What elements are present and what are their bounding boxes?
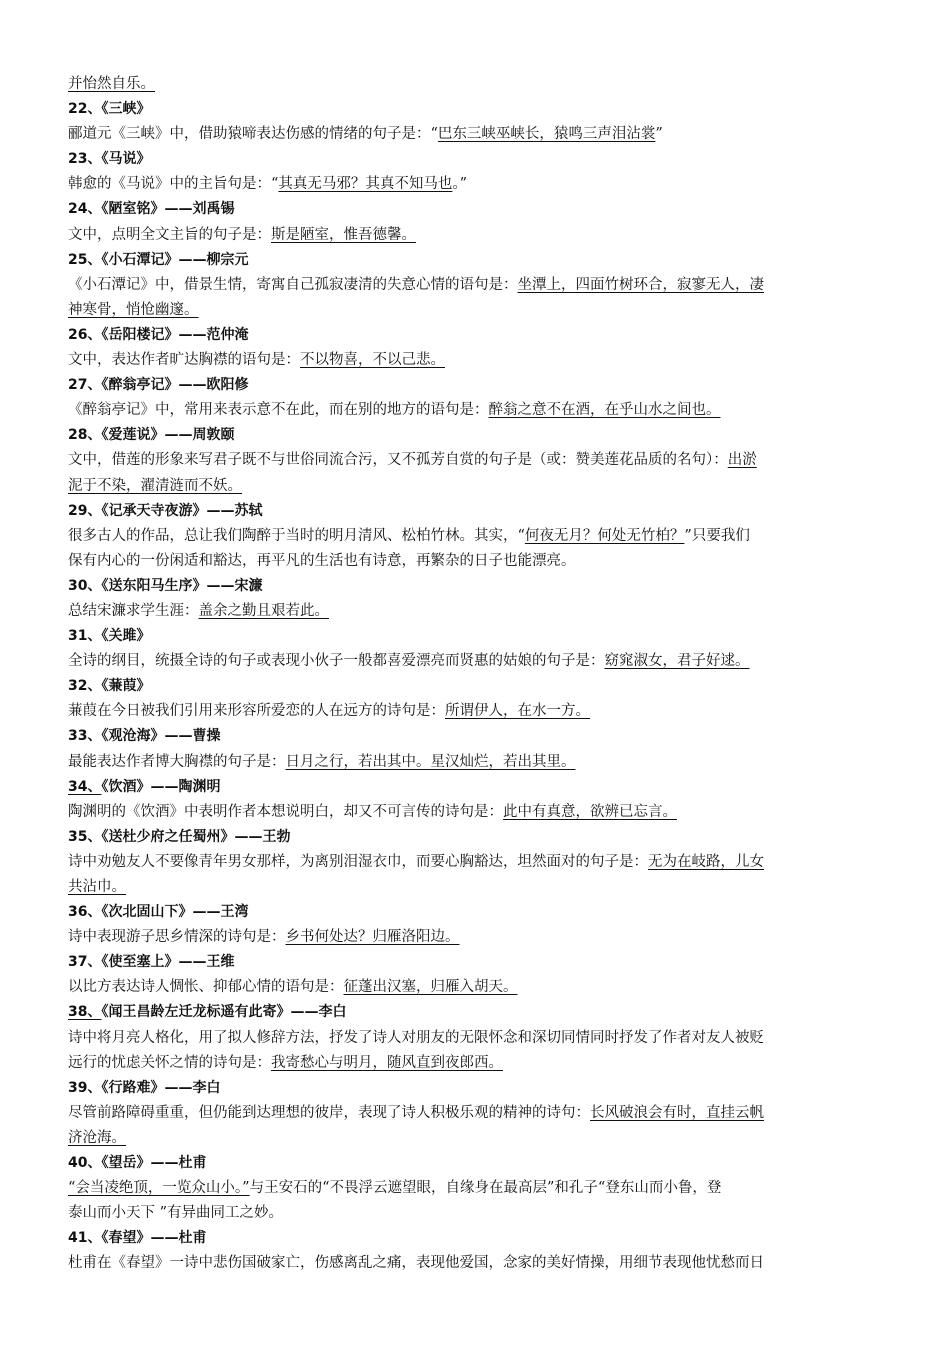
line-text: 很多古人的作品，总让我们陶醉于当时的明月清风、松柏竹林。其实，“ (68, 527, 525, 544)
underlined-quote: 34、 (68, 778, 102, 795)
text-line (68, 1101, 884, 1126)
underlined-quote: 38、 (68, 1004, 102, 1021)
text-line (68, 122, 884, 147)
underlined-quote: 无为在岐路，儿女 (648, 853, 764, 870)
line-text: 尽管前路障碍重重，但仍能到达理想的彼岸，表现了诗人积极乐观的精神的诗句： (68, 1104, 590, 1121)
heading-text: 39、《行路难》——李白 (68, 1079, 221, 1096)
heading-text: 40、《望岳》——杜甫 (68, 1155, 207, 1172)
text-line (68, 750, 884, 775)
heading-text: 28、《爱莲说》——周敦颐 (68, 427, 235, 444)
heading-text: 37、《使至塞上》——王维 (68, 954, 235, 971)
underlined-quote: 我寄愁心与明月，随风直到夜郎西。 (271, 1054, 503, 1071)
heading-text: 《闻王昌龄左迁龙标遥有此寄》——李白 (101, 1004, 347, 1021)
text-line (68, 348, 884, 373)
text-line (68, 1176, 884, 1201)
line-text: 文中，借莲的形象来写君子既不与世俗同流合污，又不孤芳自赏的句子是（或：赞美莲花品质的名句）： (68, 452, 728, 469)
underlined-quote: 神寒骨，悄怆幽邃。 (68, 301, 199, 318)
text-line (68, 172, 884, 197)
underlined-quote: 窈窕淑女，君子好逑。 (604, 653, 750, 670)
line-text: 诗中劝勉友人不要像青年男女那样，为离别泪湿衣巾，而要心胸豁达，坦然面对的句子是： (68, 853, 648, 870)
underlined-quote: 坐潭上，四面竹树环合，寂寥无人，凄 (517, 276, 764, 293)
section-heading (68, 900, 884, 925)
underlined-quote: 共沾巾。 (68, 879, 126, 895)
underlined-quote: 巴东三峡巫峡长，猿鸣三声泪沾裳 (437, 126, 656, 143)
line-text: 最能表达作者博大胸襟的句子是： (68, 753, 286, 770)
underlined-quote: 并怡然自乐。 (68, 76, 155, 92)
text-line (68, 649, 884, 674)
heading-text: 30、《送东阳马生序》——宋濂 (68, 577, 263, 594)
document-page (68, 72, 884, 1277)
heading-text: 32、《蒹葭》 (68, 678, 151, 695)
text-line (68, 800, 884, 825)
line-text: 诗中将月亮人格化，用了拟人修辞方法，抒发了诗人对朋友的无限怀念和深切同情同时抒发了作者对友人被贬 (68, 1029, 764, 1046)
text-line (68, 599, 884, 624)
underlined-quote: “会当凌绝顶，一览众山小。” (68, 1180, 250, 1197)
line-text: 《小石潭记》中，借景生情，寄寓自己孤寂凄清的失意心情的语句是： (68, 276, 518, 293)
line-text: 以比方表达诗人惆怅、抑郁心情的语句是： (68, 979, 344, 996)
text-line (68, 1051, 884, 1076)
underlined-quote: 其真无马邪？其真不知马也 (278, 176, 453, 193)
underlined-quote: 斯是陋室，惟吾德馨。 (271, 226, 416, 243)
underlined-quote: 此中有真意，欲辨已忘言。 (503, 803, 677, 820)
underlined-quote: 盖余之勤且艰若此。 (198, 602, 329, 619)
line-text: 文中，表达作者旷达胸襟的语句是： (68, 352, 300, 369)
text-line (68, 1026, 884, 1051)
line-text: 韩愈的《马说》中的主旨句是：“ (68, 176, 279, 193)
section-heading (68, 674, 884, 699)
text-line (68, 1251, 884, 1276)
section-heading (68, 574, 884, 599)
text-line (68, 925, 884, 950)
line-text: 。” (452, 176, 468, 193)
section-heading (68, 373, 884, 398)
line-text: 《醉翁亭记》中，常用来表示意不在此，而在别的地方的语句是： (68, 402, 489, 419)
line-text: 保有内心的一份闲适和豁达，再平凡的生活也有诗意，再繁杂的日子也能漂亮。 (68, 552, 576, 569)
text-line (68, 398, 884, 423)
text-line (68, 223, 884, 248)
line-text: 与王安石的“不畏浮云遮望眼，自缘身在最高层”和孔子“登东山而小鲁，登 (249, 1180, 722, 1197)
text-line (68, 448, 884, 473)
section-heading (68, 950, 884, 975)
section-heading (68, 825, 884, 850)
section-heading (68, 147, 884, 172)
text-line (68, 699, 884, 724)
text-line (68, 975, 884, 1000)
section-heading (68, 1151, 884, 1176)
line-text: 诗中表现游子思乡情深的诗句是： (68, 929, 286, 946)
underlined-quote: 长风破浪会有时，直挂云帆 (590, 1104, 764, 1121)
line-text: 泰山而小天下 ”有异曲同工之妙。 (68, 1205, 284, 1222)
section-heading (68, 323, 884, 348)
section-heading (68, 248, 884, 273)
section-heading (68, 1226, 884, 1251)
section-heading (68, 423, 884, 448)
underlined-quote: 出淤 (727, 452, 757, 469)
underlined-quote: 何夜无月？何处无竹柏？ (524, 527, 685, 544)
text-line (68, 474, 884, 499)
heading-text: 31、《关雎》 (68, 628, 151, 645)
text-line (68, 273, 884, 298)
line-text: 总结宋濂求学生涯： (68, 602, 199, 619)
text-line (68, 850, 884, 875)
underlined-quote: 乡书何处达？归雁洛阳边。 (285, 929, 460, 946)
line-text: 郦道元《三峡》中，借助猿啼表达伤感的情绪的句子是：“ (68, 126, 438, 143)
underlined-quote: 泥于不染，濯清涟而不妖。 (68, 477, 242, 494)
heading-text: 36、《次北固山下》——王湾 (68, 904, 249, 921)
underlined-quote: 济沧海。 (68, 1129, 126, 1146)
text-line (68, 72, 884, 97)
line-text: 全诗的纲目，统摄全诗的句子或表现小伙子一般都喜爱漂亮而贤惠的姑娘的句子是： (68, 653, 605, 670)
section-heading (68, 1076, 884, 1101)
text-line (68, 549, 884, 574)
underlined-quote: 征蓬出汉塞，归雁入胡天。 (343, 979, 518, 996)
section-heading (68, 1000, 884, 1025)
heading-text: 41、《春望》——杜甫 (68, 1230, 207, 1247)
line-text: ” (655, 126, 663, 143)
text-line (68, 1201, 884, 1226)
heading-text: 25、《小石潭记》——柳宗元 (68, 251, 249, 268)
text-line (68, 1126, 884, 1151)
line-text: 蒹葭在今日被我们引用来形容所爱恋的人在远方的诗句是： (68, 703, 445, 720)
section-heading (68, 499, 884, 524)
heading-text: 《饮酒》——陶渊明 (101, 778, 221, 795)
section-heading (68, 624, 884, 649)
section-heading (68, 97, 884, 122)
heading-text: 35、《送杜少府之任蜀州》——王勃 (68, 828, 291, 845)
underlined-quote: 不以物喜，不以己悲。 (300, 352, 445, 369)
text-line (68, 298, 884, 323)
line-text: 文中，点明全文主旨的句子是： (68, 226, 271, 243)
heading-text: 27、《醉翁亭记》——欧阳修 (68, 377, 249, 394)
text-line (68, 875, 884, 900)
underlined-quote: 所谓伊人，在水一方。 (445, 703, 590, 720)
heading-text: 29、《记承天寺夜游》——苏轼 (68, 502, 263, 519)
heading-text: 33、《观沧海》——曹操 (68, 728, 221, 745)
underlined-quote: 醉翁之意不在酒，在乎山水之间也。 (488, 402, 721, 419)
section-heading (68, 724, 884, 749)
text-line (68, 524, 884, 549)
heading-text: 23、《马说》 (68, 151, 151, 168)
line-text: ”只要我们 (684, 527, 750, 544)
section-heading (68, 197, 884, 222)
line-text: 杜甫在《春望》一诗中悲伤国破家亡，伤感离乱之痛，表现他爱国，念家的美好情操，用细节表现他忧愁而日 (68, 1255, 764, 1272)
heading-text: 24、《陋室铭》——刘禹锡 (68, 201, 235, 218)
underlined-quote: 日月之行，若出其中。星汉灿烂，若出其里。 (285, 753, 576, 770)
heading-text: 26、《岳阳楼记》——范仲淹 (68, 326, 249, 343)
section-heading (68, 775, 884, 800)
line-text: 远行的忧虑关怀之情的诗句是： (68, 1054, 271, 1071)
line-text: 陶渊明的《饮酒》中表明作者本想说明白，却又不可言传的诗句是： (68, 803, 503, 820)
heading-text: 22、《三峡》 (68, 101, 151, 118)
